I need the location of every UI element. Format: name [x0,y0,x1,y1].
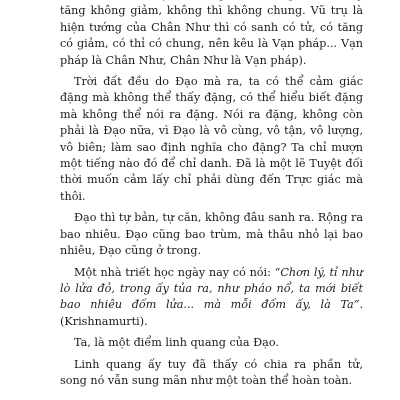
book-page-text [60,0,363,394]
paragraph-4-intro: Một nhà triết học ngày nay có nói: [74,265,275,279]
paragraph-1: tăng không giảm, không thì không chung. Vũ trụ là hiện tướng của Chân Như thì có sanh có tử, có tăng có giảm, có thỉ có chung, nên kêu là Vạn pháp... Vạn pháp là Chân Như, Chân Như là Vạn pháp). [60,4,363,67]
krishnamurti-quote: “Chơn lý, tỉ như lò lửa đỏ, trong ấy tủa ra, như pháo nổ, ta mới biết bao nhiêu đốm lửa... mà mỗi đốm ấy, là Ta” [60,265,363,312]
paragraph-4 [60,265,363,331]
paragraph-2: Trời đất đều do Đạo mà ra, ta có thể cảm giác đặng mà không thể thấy đặng, có thể hiểu biết đặng mà không thể nói ra đặng. Nói ra đặng, không còn phải là Đạo nữa, vì Đạo là vô cùng, vô tận, vô lượng, vô biên; làm sao định nghĩa cho đặng? Ta chỉ mượn một tiếng nào đó để chỉ danh. Đã là một lẽ Tuyệt đối thời muốn cảm lấy chỉ phải dùng đến Trực giác mà thôi. [60,75,363,203]
paragraph-3: Đạo thì tự bản, tự căn, không đâu sanh ra. Rộng ra bao nhiêu. Đạo cũng bao trùm, mà thâu nhỏ lại bao nhiêu, Đạo cũng ở trong. [60,211,363,258]
paragraph-4-attribution: . (Krishnamurti). [60,298,363,328]
paragraph-5: Ta, là một điểm linh quang của Đạo. [74,336,279,350]
paragraph-6: Linh quang ấy tuy đã thấy có chia ra phần tử, song nó vẫn sung mãn như một toàn thể hoàn toàn. [60,357,363,387]
